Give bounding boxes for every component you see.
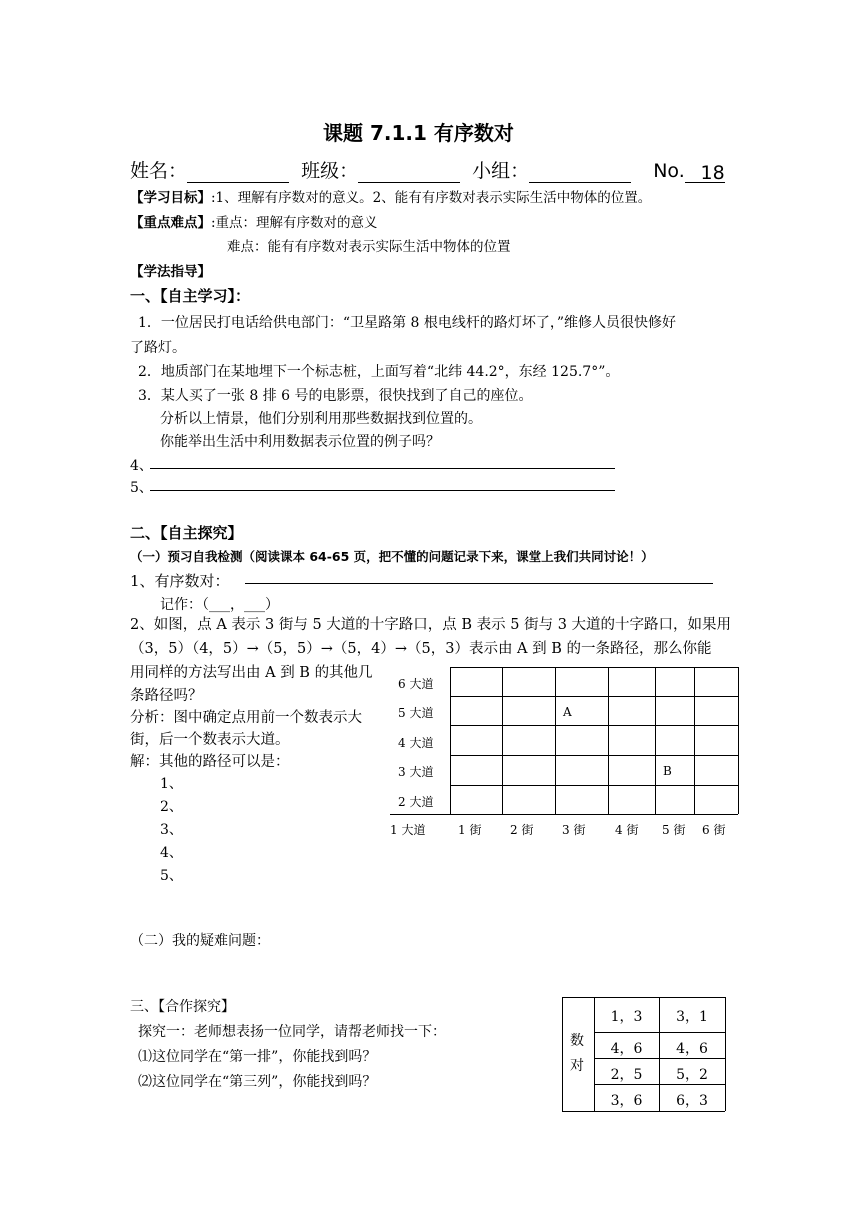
pair-cell: 1，3: [610, 1009, 643, 1025]
point-a-label: A: [563, 705, 572, 719]
part1-answer-line-5[interactable]: [150, 490, 615, 491]
street-label: 1 街: [458, 823, 482, 837]
goal-text: :1、理解有序数对的意义。2、能有有序数对表示实际生活中物体的位置。: [211, 190, 652, 206]
class-blank[interactable]: [358, 162, 460, 183]
class-label: 班级：: [301, 160, 359, 182]
street-label: 5 街: [662, 823, 686, 837]
part2-item2-line3: 用同样的方法写出由 A 到 B 的其他几: [130, 665, 373, 681]
pair-cell: 3，1: [676, 1009, 708, 1025]
street-label: 2 街: [510, 823, 534, 837]
part2-analysis-2: 街，后一个数表示大道。: [130, 732, 290, 748]
grid-vline: [502, 667, 503, 814]
grid-vline: [608, 667, 609, 814]
path-item: 3、: [160, 822, 183, 838]
grid-vline: [450, 667, 451, 814]
page-title: 课题 7.1.1 有序数对: [323, 121, 514, 145]
part1-answer-line-4[interactable]: [150, 468, 615, 469]
pair-cell: 5，2: [676, 1067, 708, 1083]
part1-ask: 你能举出生活中利用数据表示位置的例子吗？: [160, 434, 440, 450]
part1-analysis: 分析以上情景，他们分别利用那些数据找到位置的。: [160, 411, 482, 427]
avenue-label: 5 大道: [398, 706, 434, 720]
goal-line: [130, 186, 651, 206]
path-item: 5、: [160, 868, 183, 884]
grid-hline-bottom: [390, 814, 738, 815]
part3-explore: 探究一：老师想表扬一位同学，请帮老师找一下：: [138, 1024, 446, 1040]
part1-n4: 4、: [130, 458, 153, 474]
part1-q1-line2: 了路灯。: [130, 340, 186, 356]
pair-cell: 4，6: [676, 1041, 708, 1057]
part2-solution: 解：其他的路径可以是：: [130, 754, 290, 770]
pair-cell: 3，6: [610, 1093, 643, 1109]
pair-cell: 4，6: [610, 1041, 643, 1057]
pair-cell: 2，5: [610, 1067, 643, 1083]
part2-item1: 1、有序数对：: [130, 572, 230, 590]
avenue-label: 2 大道: [398, 795, 434, 809]
no-label: No.: [653, 160, 685, 182]
key-line: [130, 211, 378, 231]
avenue-label: 4 大道: [398, 736, 434, 750]
path-item: 2、: [160, 799, 183, 815]
method-label: 【学法指导】: [130, 264, 211, 280]
avenue-label: 6 大道: [398, 677, 434, 691]
pair-table-hline: [562, 997, 725, 998]
grid-vline: [694, 667, 695, 814]
street-label: 1 大道: [390, 823, 426, 837]
grid-vline: [738, 667, 739, 814]
point-b-label: B: [663, 764, 672, 778]
part1-q3: 3．某人买了一张 8 排 6 号的电影票，很快找到了自己的座位。: [138, 388, 533, 404]
group-label: 小组：: [472, 160, 530, 182]
name-blank[interactable]: [187, 162, 289, 183]
pair-table-vline: [725, 997, 726, 1111]
grid-vline: [655, 667, 656, 814]
pair-table-vline: [562, 997, 563, 1111]
part2-item1-line[interactable]: [245, 583, 713, 584]
part2-sub2: （二）我的疑难问题：: [130, 933, 270, 949]
grid-vline: [555, 667, 556, 814]
pair-table-header-2: 对: [570, 1058, 584, 1074]
pair-cell: 6，3: [676, 1093, 708, 1109]
no-value: 18: [685, 162, 725, 183]
pair-table-header-1: 数: [570, 1033, 584, 1049]
group-blank[interactable]: [529, 162, 631, 183]
info-line: [130, 156, 725, 183]
part2-notation: 记作：（___，___）: [160, 597, 279, 613]
part2-analysis-1: 分析：图中确定点用前一个数表示大: [130, 710, 362, 726]
part1-heading: 一、【自主学习】：: [130, 287, 251, 305]
part3-q2: ⑵这位同学在“第三列”，你能找到吗？: [138, 1074, 377, 1090]
goal-label: 【学习目标】: [130, 190, 211, 206]
part2-item2-line2: （3，5）（4，5）→（5，5）→（5，4）→（5，3）表示由 A 到 B 的一条路径，那么你能: [130, 641, 712, 657]
part3-q1: ⑴这位同学在“第一排”，你能找到吗？: [138, 1049, 377, 1065]
street-label: 3 街: [562, 823, 586, 837]
name-label: 姓名：: [130, 160, 188, 182]
part1-n5: 5、: [130, 480, 153, 496]
part2-sub1: （一）预习自我检测（阅读课本 64-65 页，把不懂的问题记录下来，课堂上我们共同讨论！）: [130, 549, 654, 564]
path-item: 1、: [160, 776, 183, 792]
key-label: 【重点难点】: [130, 215, 211, 231]
part2-item2-line4: 条路径吗？: [130, 688, 203, 704]
part1-q2: 2．地质部门在某地埋下一个标志桩，上面写着“北纬 44.2°，东经 125.7°”。: [138, 364, 620, 380]
avenue-label: 3 大道: [398, 765, 434, 779]
pair-table-hline: [562, 1111, 725, 1112]
part3-heading: 三、【合作探究】: [130, 999, 235, 1015]
part2-item2-line1: 2、如图，点 A 表示 3 街与 5 大道的十字路口，点 B 表示 5 街与 3 大道的十字路口，如果用: [130, 617, 732, 633]
path-item: 4、: [160, 845, 183, 861]
street-label: 6 街: [702, 823, 726, 837]
part2-heading: 二、【自主探究】: [130, 524, 243, 542]
key-text-1: :重点：理解有序数对的意义: [211, 215, 378, 231]
key-text-2: 难点：能有有序数对表示实际生活中物体的位置: [227, 239, 511, 255]
part1-q1-line1: 1．一位居民打电话给供电部门：“卫星路第 8 根电线杆的路灯坏了，”维修人员很快修好: [138, 315, 677, 331]
street-label: 4 街: [615, 823, 639, 837]
